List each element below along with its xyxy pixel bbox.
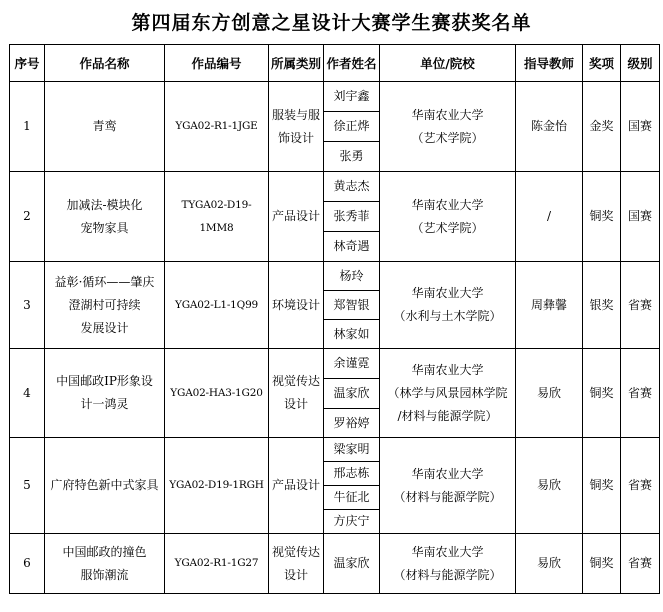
cell-unit-line: （艺术学院） xyxy=(411,220,484,235)
cell-no: 5 xyxy=(10,438,45,534)
cell-category-line: 视觉传达 xyxy=(271,544,320,559)
cell-author: 张秀菲 xyxy=(324,202,380,232)
cell-work-name-line: 发展设计 xyxy=(80,320,129,335)
cell-category-line: 产品设计 xyxy=(271,209,320,223)
cell-unit-line: 华南农业大学 xyxy=(411,544,484,559)
cell-author: 徐正烨 xyxy=(324,112,380,142)
cell-work-name-line: 益彰·循环——肇庆 xyxy=(54,274,155,289)
cell-author: 温家欣 xyxy=(324,379,380,409)
table-row xyxy=(10,172,660,202)
cell-category-line: 视觉传达 xyxy=(271,374,320,388)
cell-unit-line: （艺术学院） xyxy=(411,130,484,145)
cell-unit-line: /材料与能源学院） xyxy=(397,408,498,423)
cell-category xyxy=(269,82,324,172)
cell-unit xyxy=(380,438,516,534)
cell-category xyxy=(269,438,324,534)
cell-award: 银奖 xyxy=(583,262,621,349)
cell-no: 4 xyxy=(10,349,45,438)
cell-author: 黄志杰 xyxy=(324,172,380,202)
cell-work-name-line: 中国邮政的撞色 xyxy=(62,544,147,559)
cell-unit xyxy=(380,534,516,594)
cell-unit xyxy=(380,82,516,172)
cell-work-code: YGA02-R1-1JGE xyxy=(165,82,269,172)
cell-work-name xyxy=(45,349,165,438)
cell-unit-line: 华南农业大学 xyxy=(411,362,484,377)
cell-author: 温家欣 xyxy=(324,534,380,594)
cell-award: 铜奖 xyxy=(583,349,621,438)
header-row xyxy=(10,45,660,82)
cell-category-line: 环境设计 xyxy=(271,297,320,312)
header-advisor: 指导教师 xyxy=(516,45,583,82)
cell-award: 金奖 xyxy=(583,82,621,172)
cell-advisor: 陈金怡 xyxy=(516,82,583,172)
cell-category xyxy=(269,534,324,594)
table-row xyxy=(10,438,660,462)
cell-work-name-line: 中国邮政IP形象设 xyxy=(56,374,153,388)
cell-author: 牛征北 xyxy=(324,486,380,510)
cell-award: 铜奖 xyxy=(583,534,621,594)
cell-unit xyxy=(380,172,516,262)
cell-unit-line: 华南农业大学 xyxy=(411,197,484,212)
cell-work-name xyxy=(45,82,165,172)
cell-unit-line: 华南农业大学 xyxy=(411,286,484,300)
cell-advisor: / xyxy=(516,172,583,262)
cell-advisor: 易欣 xyxy=(516,534,583,594)
cell-award: 铜奖 xyxy=(583,438,621,534)
cell-level: 省赛 xyxy=(621,349,660,438)
cell-author: 梁家明 xyxy=(324,438,380,462)
header-work-name: 作品名称 xyxy=(45,45,165,82)
cell-category xyxy=(269,172,324,262)
cell-work-code: YGA02-D19-1RGH xyxy=(165,438,269,534)
cell-advisor: 易欣 xyxy=(516,438,583,534)
cell-advisor: 易欣 xyxy=(516,349,583,438)
cell-author: 刘宇鑫 xyxy=(324,82,380,112)
cell-work-name-line: 广府特色新中式家具 xyxy=(50,478,159,492)
cell-level: 省赛 xyxy=(621,534,660,594)
cell-no: 3 xyxy=(10,262,45,349)
cell-level: 省赛 xyxy=(621,262,660,349)
cell-author: 余谨霓 xyxy=(324,349,380,379)
cell-work-code: YGA02-L1-1Q99 xyxy=(165,262,269,349)
cell-unit-line: （林学与风景园林学院 xyxy=(387,385,508,400)
cell-work-name xyxy=(45,172,165,262)
award-table xyxy=(9,44,660,594)
cell-author: 罗裕婷 xyxy=(324,409,380,438)
table-body xyxy=(10,82,660,594)
table-row xyxy=(10,349,660,379)
table-row xyxy=(10,82,660,112)
cell-work-name-line: 服饰潮流 xyxy=(80,567,129,582)
cell-work-name-line: 澄湖村可持续 xyxy=(68,297,141,312)
cell-category-line: 服装与服 xyxy=(271,107,320,122)
cell-work-code: YGA02-HA3-1G20 xyxy=(165,349,269,438)
cell-author: 方庆宁 xyxy=(324,510,380,534)
header-work-code: 作品编号 xyxy=(165,45,269,82)
cell-unit-line: （水利与土木学院） xyxy=(393,309,502,323)
cell-work-name xyxy=(45,262,165,349)
cell-work-code: YGA02-R1-1G27 xyxy=(165,534,269,594)
cell-award: 铜奖 xyxy=(583,172,621,262)
cell-level: 省赛 xyxy=(621,438,660,534)
table-row xyxy=(10,534,660,594)
header-award: 奖项 xyxy=(583,45,621,82)
cell-work-name-line: 青鸾 xyxy=(92,119,117,133)
cell-author: 张勇 xyxy=(324,142,380,172)
header-author: 作者姓名 xyxy=(324,45,380,82)
header-no: 序号 xyxy=(10,45,45,82)
cell-category-line: 饰设计 xyxy=(277,130,314,145)
cell-category-line: 产品设计 xyxy=(271,478,320,492)
cell-category-line: 设计 xyxy=(283,397,308,411)
cell-category xyxy=(269,262,324,349)
cell-author: 郑智银 xyxy=(324,291,380,320)
cell-unit xyxy=(380,349,516,438)
cell-level: 国赛 xyxy=(621,82,660,172)
cell-no: 6 xyxy=(10,534,45,594)
cell-level: 国赛 xyxy=(621,172,660,262)
cell-work-name-line: 加减法-模块化 xyxy=(66,197,143,212)
page-title: 第四届东方创意之星设计大赛学生赛获奖名单 xyxy=(131,12,532,34)
cell-category xyxy=(269,349,324,438)
cell-work-name xyxy=(45,438,165,534)
header-category: 所属类别 xyxy=(269,45,324,82)
cell-work-name-line: 宠物家具 xyxy=(80,220,129,235)
cell-author: 杨玲 xyxy=(324,262,380,291)
cell-work-name xyxy=(45,534,165,594)
header-unit: 单位/院校 xyxy=(380,45,516,82)
cell-work-name-line: 计一鸿灵 xyxy=(80,397,129,411)
cell-work-code: TYGA02-D19-1MM8 xyxy=(165,172,269,262)
cell-category-line: 设计 xyxy=(283,567,308,582)
cell-unit xyxy=(380,262,516,349)
cell-author: 林奇遇 xyxy=(324,232,380,262)
cell-author: 邢志栋 xyxy=(324,462,380,486)
cell-no: 2 xyxy=(10,172,45,262)
cell-no: 1 xyxy=(10,82,45,172)
header-level: 级别 xyxy=(621,45,660,82)
cell-author: 林家如 xyxy=(324,320,380,349)
cell-unit-line: 华南农业大学 xyxy=(411,107,484,122)
cell-unit-line: （材料与能源学院） xyxy=(393,567,502,582)
cell-advisor: 周彝馨 xyxy=(516,262,583,349)
cell-unit-line: （材料与能源学院） xyxy=(393,489,502,504)
table-row xyxy=(10,262,660,291)
cell-unit-line: 华南农业大学 xyxy=(411,466,484,481)
